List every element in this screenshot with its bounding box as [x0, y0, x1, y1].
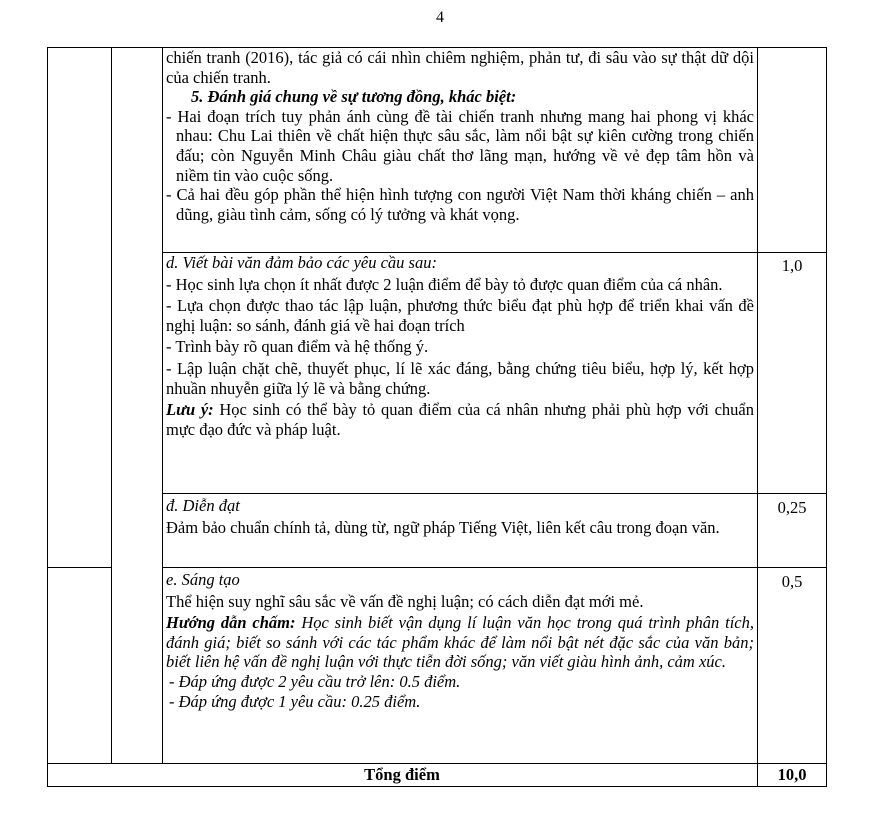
score-requirements: 1,0 — [781, 256, 803, 275]
total-label: Tổng điểm — [364, 765, 440, 784]
requirement-item-2: - Lựa chọn được thao tác lập luận, phương thức biểu đạt phù hợp để triển khai vấn đề nghị luận: so sánh, đánh giá về hai đoạn trích — [166, 296, 754, 335]
summary-bullet-2: - Cả hai đều góp phần thể hiện hình tượng con người Việt Nam thời kháng chiến – anh dũng, giàu tình cảm, sống có lý tưởng và khát vọng. — [166, 185, 754, 224]
grading-guide — [166, 613, 754, 672]
note-text: Học sinh có thể bày tỏ quan điểm của cá nhân nhưng phải phù hợp với chuẩn mực đạo đức và pháp luật. — [166, 400, 754, 439]
requirement-item-1: - Học sinh lựa chọn ít nhất được 2 luận điểm để bày tỏ được quan điểm của cá nhân. — [166, 274, 723, 294]
expression-text: Đảm bảo chuẩn chính tả, dùng từ, ngữ pháp Tiếng Việt, liên kết câu trong đoạn văn. — [166, 517, 720, 537]
note-label: Lưu ý: — [166, 400, 214, 420]
requirements-heading: d. Viết bài văn đảm bảo các yêu cầu sau: — [166, 253, 437, 272]
requirement-item-4: - Lập luận chặt chẽ, thuyết phục, lí lẽ xác đáng, bằng chứng tiêu biểu, hợp lý, kết hợp nhuần nhuyễn giữa lý lẽ và bằng chứng. — [166, 358, 754, 398]
comparison-intro: chiến tranh (2016), tác giả có cái nhìn chiêm nghiệm, phản tư, đi sâu vào sự thật dữ dội của chiến tranh. — [166, 48, 754, 87]
creativity-cell — [163, 570, 757, 711]
creativity-text: Thể hiện suy nghĩ sâu sắc về vấn đề nghị luận; có cách diễn đạt mới mẻ. — [166, 591, 644, 611]
writing-requirements-cell — [163, 253, 757, 439]
page-number: 4 — [436, 9, 444, 26]
creativity-heading: e. Sáng tạo — [166, 570, 240, 589]
expression-heading: đ. Diễn đạt — [166, 496, 240, 515]
score-creativity: 0,5 — [781, 572, 803, 591]
grading-guide-label: Hướng dẫn chấm: — [166, 613, 296, 633]
score-expression: 0,25 — [777, 498, 807, 517]
total-score: 10,0 — [777, 765, 807, 784]
summary-heading: 5. Đánh giá chung về sự tương đồng, khác biệt: — [191, 87, 517, 107]
requirement-note — [166, 400, 754, 439]
requirement-item-3: - Trình bày rõ quan điểm và hệ thống ý. — [166, 337, 429, 357]
criteria-item-2: - Đáp ứng được 1 yêu cầu: 0.25 điểm. — [169, 691, 421, 711]
criteria-item-1: - Đáp ứng được 2 yêu cầu trở lên: 0.5 điểm. — [169, 671, 461, 691]
expression-cell — [163, 496, 757, 537]
summary-bullet-1: - Hai đoạn trích tuy phản ánh cùng đề tài chiến tranh nhưng mang hai phong vị khác nhau: Chu Lai thiên về chất hiện thực sâu sắc, làm nổi bật sự kiên cường trong chiến đấu; còn Nguyễn Minh Châu giàu chất thơ lãng mạn, hướng về vẻ đẹp tâm hồn và niềm tin vào cuộc sống. — [166, 106, 754, 185]
comparison-conclusion-cell — [163, 48, 757, 224]
grading-guide-text: Học sinh biết vận dụng lí luận văn học trong quá trình phân tích, đánh giá; biết so sánh với các tác phẩm khác để làm nổi bật nét đặc sắc của văn bản; biết liên hệ vấn đề nghị luận với thực tiễn đời sống; văn viết giàu hình ảnh, cảm xúc. — [166, 613, 754, 672]
